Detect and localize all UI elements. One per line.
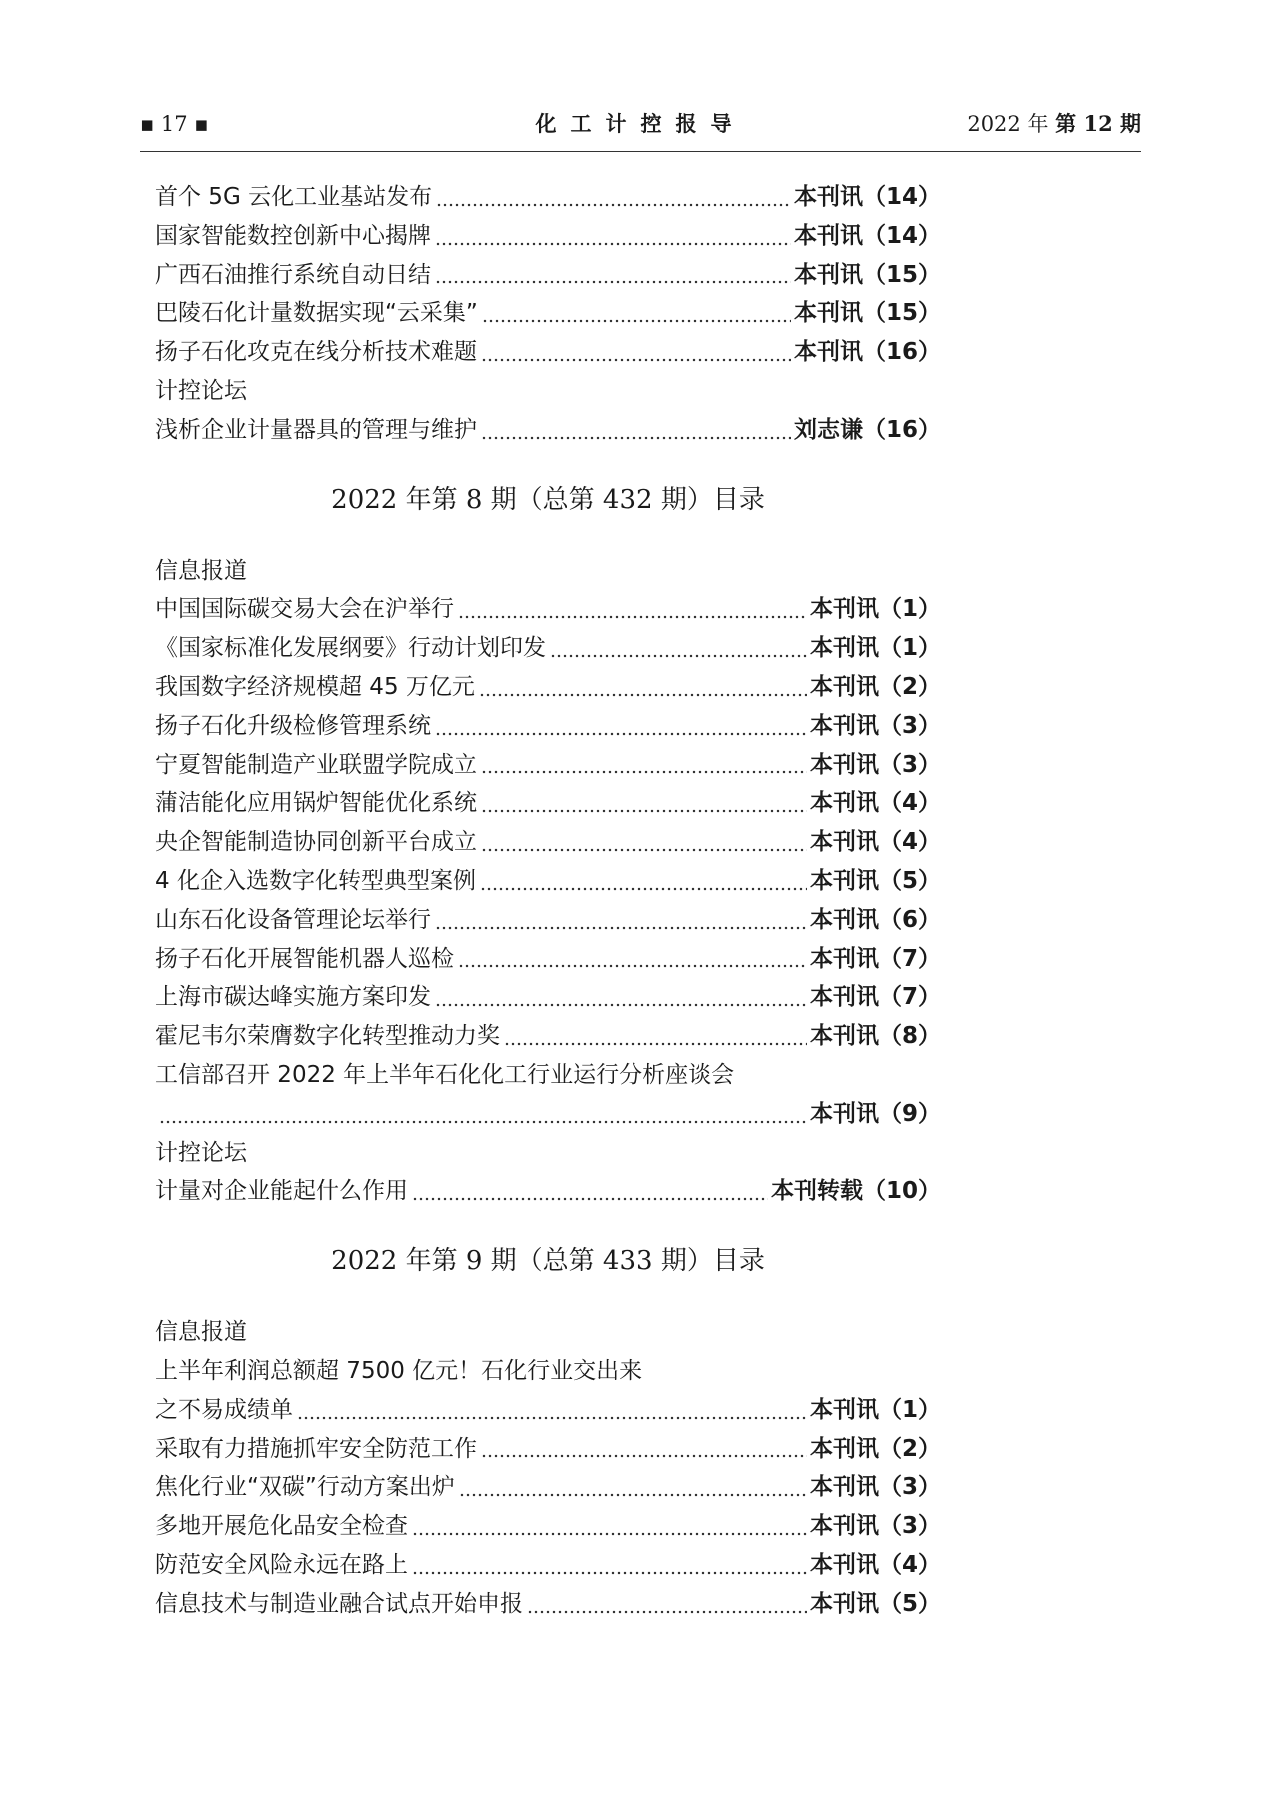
toc-entry-source: 本刊讯（3）	[809, 712, 941, 739]
leader-dots	[481, 809, 807, 813]
toc-entry	[155, 1507, 941, 1546]
toc-entry	[155, 1430, 941, 1469]
leader-dots	[435, 242, 791, 246]
header-rule	[140, 151, 1141, 152]
toc-entry-title: 4 化企入选数字化转型典型案例	[155, 867, 476, 894]
toc-entry-source: 本刊讯（1）	[809, 635, 941, 662]
spacer	[155, 1281, 941, 1313]
leader-dots	[297, 1416, 807, 1420]
toc-entry-source: 本刊讯（8）	[809, 1023, 941, 1050]
toc-entry	[155, 668, 941, 707]
toc-entry-title: 蒲洁能化应用锅炉智能优化系统	[155, 790, 477, 817]
section-heading-forum: 计控论坛	[155, 377, 247, 404]
toc-entry-title: 宁夏智能制造产业联盟学院成立	[155, 751, 477, 778]
toc-entry-source: 本刊讯（1）	[809, 1396, 941, 1423]
toc-entry-source: 本刊讯（4）	[809, 790, 941, 817]
toc-entry-source: 本刊讯（15）	[793, 261, 941, 288]
leader-dots	[412, 1571, 807, 1575]
toc-entry-source: 本刊讯（9）	[809, 1100, 941, 1127]
page-number: ▪ 17 ▪	[140, 112, 209, 136]
toc-entry-title: 巴陵石化计量数据实现“云采集”	[155, 300, 478, 327]
toc-entry-title: 上海市碳达峰实施方案印发	[155, 984, 431, 1011]
issue-number: 第 12 期	[1055, 111, 1141, 136]
journal-title: 化工计控报导	[535, 111, 746, 136]
toc-entry-title: 扬子石化开展智能机器人巡检	[155, 945, 454, 972]
toc-entry-source: 本刊讯（2）	[809, 673, 941, 700]
leader-dots	[480, 887, 807, 891]
toc-entry-source: 本刊讯（14）	[793, 184, 941, 210]
spacer	[155, 520, 941, 552]
toc-entry	[155, 1391, 941, 1430]
leader-dots	[481, 1454, 807, 1458]
toc-entry	[155, 746, 941, 785]
toc-entry-title: 山东石化设备管理论坛举行	[155, 906, 431, 933]
toc-entry-title: 防范安全风险永远在路上	[155, 1551, 408, 1578]
toc-entry-title-line: 工信部召开 2022 年上半年石化化工行业运行分析座谈会	[155, 1061, 735, 1088]
top-entries-list	[155, 178, 941, 372]
toc-entry-title: 采取有力措施抓牢安全防范工作	[155, 1435, 477, 1462]
toc-entry-title: 广西石油推行系统自动日结	[155, 261, 431, 288]
toc-entry	[155, 1172, 941, 1211]
toc-entry	[155, 256, 941, 295]
toc-entry-source: 本刊讯（15）	[793, 300, 941, 327]
leader-dots	[458, 964, 807, 968]
toc-entry	[155, 411, 941, 450]
leader-dots	[159, 1120, 807, 1124]
toc-entry-source: 刘志谦（16）	[793, 416, 941, 443]
toc-entry	[155, 629, 941, 668]
spacer	[155, 450, 941, 480]
toc-entry-title: 计量对企业能起什么作用	[155, 1178, 408, 1205]
toc-entry	[155, 823, 941, 862]
toc-entry-title: 焦化行业“双碳”行动方案出炉	[155, 1474, 455, 1501]
toc-entry	[155, 862, 941, 901]
issue-9-news-list	[155, 1430, 941, 1624]
toc-entry-title: 扬子石化升级检修管理系统	[155, 712, 431, 739]
toc-entry-source: 本刊讯（5）	[809, 1590, 941, 1617]
issue-8-news-list	[155, 590, 941, 1056]
leader-dots	[435, 732, 807, 736]
leader-dots	[435, 926, 807, 930]
toc-entry-source: 本刊讯（3）	[809, 1474, 941, 1501]
issue-label	[967, 110, 1141, 138]
toc-entry-title: 央企智能制造协同创新平台成立	[155, 829, 477, 856]
toc-entry	[155, 217, 941, 256]
toc-entry	[155, 901, 941, 940]
leader-dots	[481, 848, 807, 852]
toc-entry-title-line: 上半年利润总额超 7500 亿元！石化行业交出来	[155, 1357, 643, 1384]
toc-entry-title: 霍尼韦尔荣膺数字化转型推动力奖	[155, 1023, 500, 1050]
section-heading-news: 信息报道	[155, 1319, 247, 1346]
toc-entry-source: 本刊讯（4）	[809, 829, 941, 856]
toc-entry-source: 本刊讯（5）	[809, 867, 941, 894]
toc-entry	[155, 784, 941, 823]
toc-entry-title: 国家智能数控创新中心揭牌	[155, 222, 431, 249]
leader-dots	[435, 280, 791, 284]
toc-entry-title: 中国国际碳交易大会在沪举行	[155, 596, 454, 623]
toc-entry-title: 多地开展危化品安全检查	[155, 1513, 408, 1540]
issue-year: 2022 年	[967, 112, 1049, 136]
toc-entry	[155, 1468, 941, 1507]
leader-dots	[479, 693, 807, 697]
toc-entry-source: 本刊讯（4）	[809, 1551, 941, 1578]
toc-entry	[155, 178, 941, 217]
toc-entry-title: 首个 5G 云化工业基站发布	[155, 184, 433, 210]
page-header	[140, 110, 1141, 146]
leader-dots	[481, 770, 807, 774]
leader-dots	[412, 1197, 768, 1201]
leader-dots	[458, 615, 807, 619]
leader-dots	[436, 203, 791, 207]
leader-dots	[550, 654, 807, 658]
toc-entry-source: 本刊讯（14）	[793, 222, 941, 249]
leader-dots	[481, 436, 791, 440]
toc-entry-source: 本刊讯（7）	[809, 984, 941, 1011]
leader-dots	[481, 358, 791, 362]
leader-dots	[527, 1610, 807, 1614]
toc-entry	[155, 978, 941, 1017]
toc-entry-title: 我国数字经济规模超 45 万亿元	[155, 673, 475, 700]
issue-8-title: 2022 年第 8 期（总第 432 期）目录	[331, 484, 765, 515]
section-heading-forum: 计控论坛	[155, 1139, 247, 1166]
toc-entry	[155, 333, 941, 372]
toc-entry-source: 本刊转载（10）	[770, 1178, 941, 1205]
issue-9-title: 2022 年第 9 期（总第 433 期）目录	[331, 1246, 765, 1277]
toc-entry-title: 浅析企业计量器具的管理与维护	[155, 416, 477, 443]
leader-dots	[482, 319, 791, 323]
toc-entry-title: 扬子石化攻克在线分析技术难题	[155, 339, 477, 366]
toc-entry-title: 信息技术与制造业融合试点开始申报	[155, 1590, 523, 1617]
leader-dots	[435, 1003, 807, 1007]
toc-entry-source: 本刊讯（16）	[793, 339, 941, 366]
toc-entry	[155, 1095, 941, 1134]
toc-entry-title: 《国家标准化发展纲要》行动计划印发	[155, 635, 546, 662]
toc-entry	[155, 294, 941, 333]
toc-entry-source: 本刊讯（6）	[809, 906, 941, 933]
leader-dots	[412, 1532, 807, 1536]
toc-content	[155, 178, 941, 1624]
top-forum-list	[155, 411, 941, 450]
toc-entry	[155, 590, 941, 629]
toc-entry	[155, 707, 941, 746]
toc-entry	[155, 1585, 941, 1624]
toc-entry-title: 之不易成绩单	[155, 1396, 293, 1423]
toc-entry-source: 本刊讯（7）	[809, 945, 941, 972]
section-heading-news: 信息报道	[155, 557, 247, 584]
leader-dots	[459, 1493, 807, 1497]
toc-entry	[155, 1546, 941, 1585]
toc-entry-source: 本刊讯（3）	[809, 751, 941, 778]
leader-dots	[504, 1042, 807, 1046]
toc-entry-source: 本刊讯（2）	[809, 1435, 941, 1462]
toc-entry-source: 本刊讯（1）	[809, 596, 941, 623]
issue-8-forum-list	[155, 1172, 941, 1211]
spacer	[155, 1211, 941, 1241]
toc-entry-source: 本刊讯（3）	[809, 1513, 941, 1540]
toc-entry	[155, 940, 941, 979]
toc-entry	[155, 1017, 941, 1056]
